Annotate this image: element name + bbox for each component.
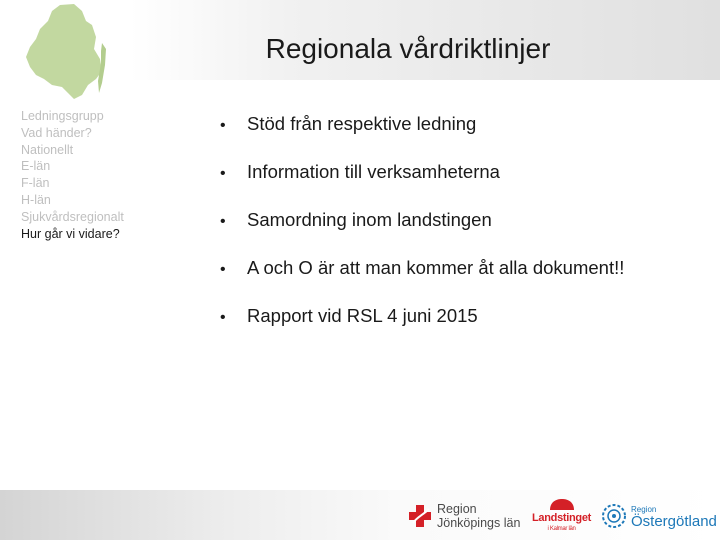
sidebar-item-f-lan[interactable]: F-län — [21, 176, 50, 191]
sidebar-nav — [21, 108, 191, 242]
logo-kalmar-line1: Landstinget — [532, 511, 592, 524]
logo-region-ostergotland — [601, 498, 717, 534]
list-item-text: Samordning inom landstingen — [247, 209, 492, 230]
ostergotland-emblem-icon — [601, 503, 627, 529]
list-item — [220, 257, 710, 305]
bullet-dot-icon: • — [220, 213, 226, 230]
sidebar-item-hur-gar-vi-vidare[interactable]: Hur går vi vidare? — [21, 226, 120, 241]
bullet-dot-icon: • — [220, 309, 226, 326]
jonkoping-cross-icon — [407, 503, 433, 529]
list-item — [220, 305, 710, 353]
logo-landstinget-kalmar — [532, 498, 591, 534]
sidebar-item-h-lan[interactable]: H-län — [21, 192, 51, 207]
bullet-dot-icon: • — [220, 117, 226, 134]
sidebar-item-ledningsgrupp[interactable]: Ledningsgrupp — [21, 109, 104, 123]
list-item-text: Rapport vid RSL 4 juni 2015 — [247, 305, 478, 326]
logo-jkpg-line1: Region — [437, 502, 477, 516]
list-item — [220, 161, 710, 209]
logo-ostg-line2: Östergötland — [631, 513, 717, 530]
list-item-text: A och O är att man kommer åt alla dokument!! — [247, 257, 625, 278]
logo-ostg-line1: Region — [631, 505, 657, 514]
bullet-list — [220, 113, 710, 353]
sidebar-item-e-lan[interactable]: E-län — [21, 159, 51, 174]
logo-kalmar-line2: i Kalmar län — [547, 525, 576, 532]
list-item — [220, 113, 710, 161]
bullet-dot-icon: • — [220, 261, 226, 278]
logo-region-jonkoping — [407, 498, 520, 534]
bullet-dot-icon: • — [220, 165, 226, 182]
list-item — [220, 209, 710, 257]
logo-jkpg-line2: Jönköpings län — [437, 516, 521, 530]
region-map-graphic — [22, 3, 110, 101]
slide-title: Regionala vårdriktlinjer — [265, 33, 551, 64]
list-item-text: Stöd från respektive ledning — [247, 113, 477, 134]
kalmar-crown-icon — [542, 498, 582, 510]
sidebar-item-sjukvardsregionalt[interactable]: Sjukvårdsregionalt — [21, 209, 124, 224]
sidebar-item-nationellt[interactable]: Nationellt — [21, 142, 74, 157]
list-item-text: Information till verksamheterna — [247, 161, 500, 182]
sidebar-item-vad-hander[interactable]: Vad händer? — [21, 125, 92, 140]
